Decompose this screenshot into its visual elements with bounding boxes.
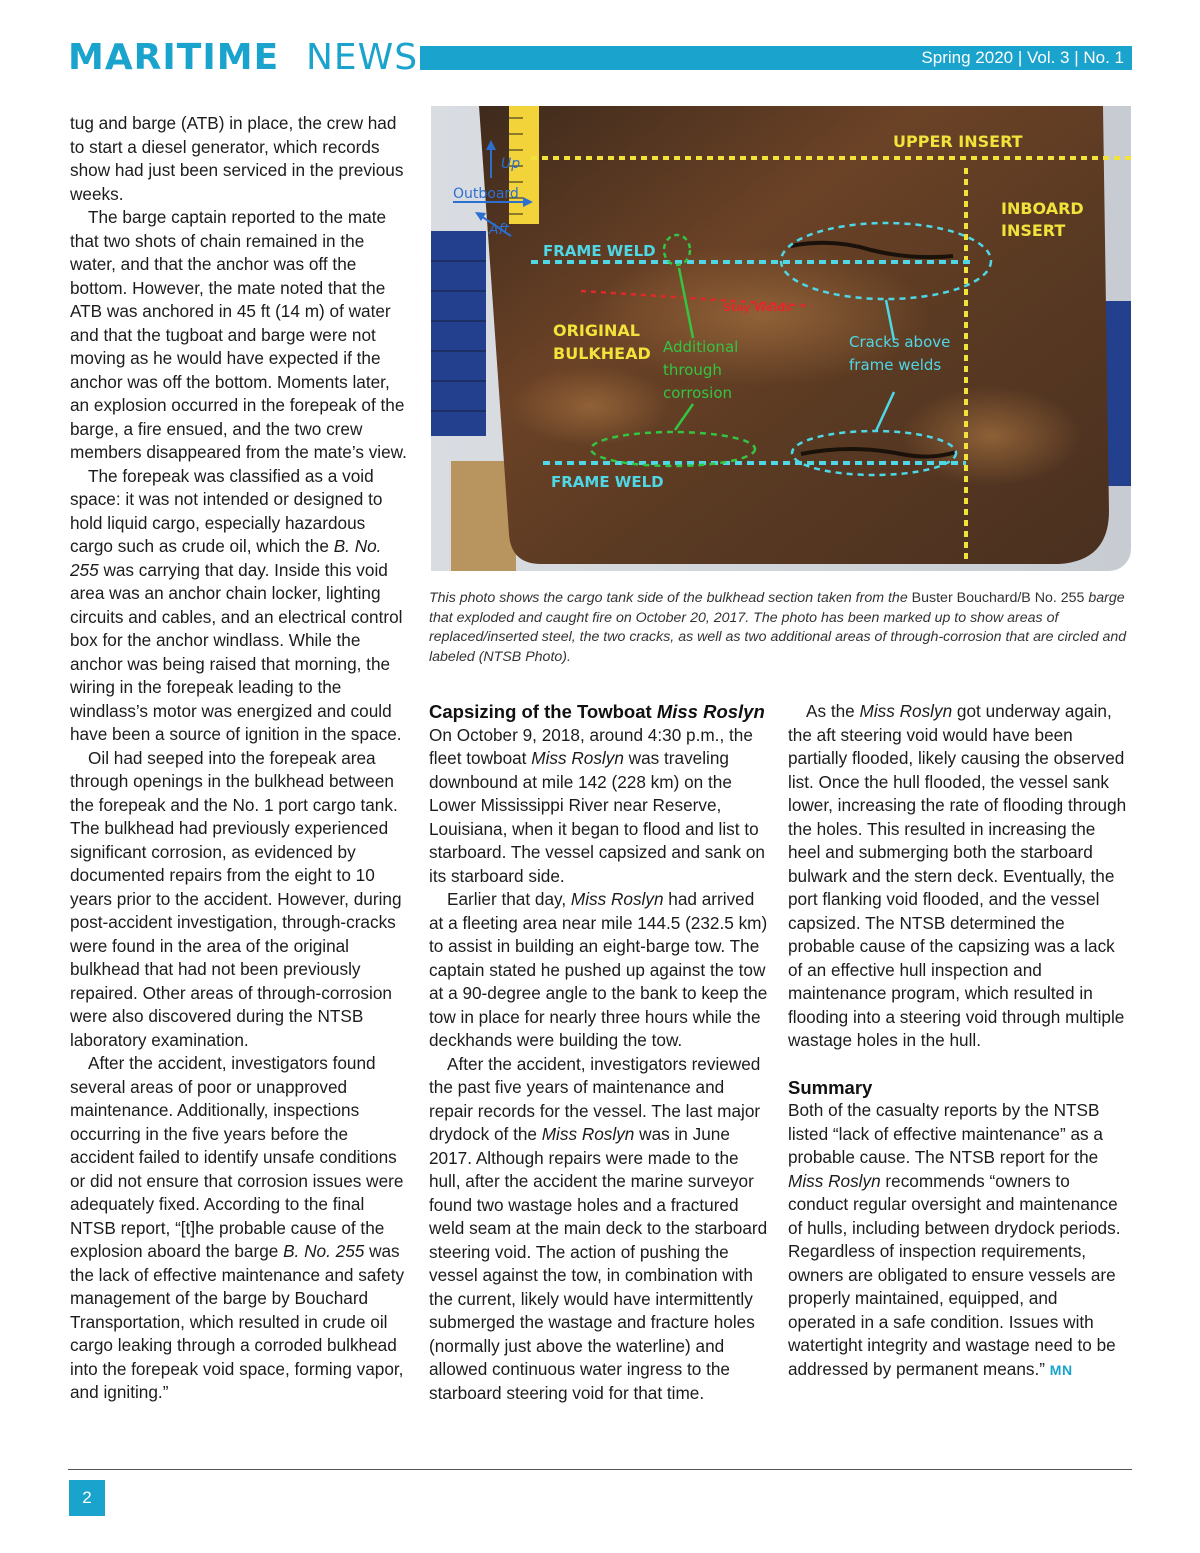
- paragraph: After the accident, investigators reviewed the past five years of maintenance and repair records for the vessel. The last major drydock of the Miss Roslyn was in June 2017. Although repairs were made to the hull, after the accident the marine surveyor found two wastage holes and a fractured weld seam at the main deck to the starboard steering void. The action of pushing the vessel against the tow, in combination with the current, likely would have intermittently submerged the wastage and fracture holes (normally just above the waterline) and allowed continuous water ingress to the starboard steering void for that time.: [429, 1053, 768, 1403]
- issue-bar: [420, 46, 1132, 70]
- page-number: 2: [69, 1480, 105, 1516]
- label-insert: INSERT: [1001, 221, 1066, 240]
- summary-heading: Summary: [788, 1076, 873, 1098]
- photo-caption: This photo shows the cargo tank side of the bulkhead section taken from the Buster Bouchard/B No. 255 barge that exploded and caught fire on October 20, 2017. The photo has been marked up to show areas of replaced/inserted steel, the two cracks, as well as two additional areas of through-corrosion that are circled and labeled (NTSB Photo).: [429, 590, 1127, 665]
- paragraph: The barge captain reported to the mate that two shots of chain remained in the water, and that the anchor was off the bottom. However, the mate noted that the ATB was anchored in 45 ft (14 m) of water and that the tugboat and barge were not moving as he would have expected if the anchor was off the bottom. Moments later, an explosion occurred in the forepeak of the barge, a fire ensued, and the two crew members disappeared from the mate’s view.: [70, 207, 407, 462]
- label-frame-weld-top: FRAME WELD: [543, 242, 656, 260]
- label-cracks-above: Cracks above: [849, 333, 951, 351]
- label-stay-welds: Stay Welds: [723, 301, 792, 314]
- article-column-3: [788, 700, 1128, 1382]
- paragraph: tug and barge (ATB) in place, the crew had to start a diesel generator, which records show had just been serviced in the previous weeks.: [70, 113, 404, 204]
- label-outboard: Outboard: [453, 186, 519, 202]
- label-upper-insert: UPPER INSERT: [893, 132, 1023, 151]
- label-frame-welds: frame welds: [849, 356, 942, 374]
- logo-maritime: MARITIME: [68, 37, 280, 78]
- label-original: ORIGINAL: [553, 321, 640, 340]
- paragraph: The forepeak was classified as a void space: it was not intended or designed to hold liquid cargo, especially hazardous cargo such as crude oil, which the B. No. 255 was carrying that day. Inside this void area was an anchor chain locker, lighting circuits and cables, and an electrical control box for the anchor windlass. While the anchor was being raised that morning, the wiring in the forepeak leading to the windlass’s motor was energized and could have been a source of ignition in the space.: [70, 465, 403, 744]
- article-column-2: [429, 700, 769, 1405]
- label-additional: Additional: [663, 338, 739, 356]
- label-up: Up: [501, 156, 521, 172]
- label-through: through: [663, 361, 722, 379]
- label-aft: Aft: [489, 222, 509, 238]
- section-heading: Capsizing of the Towboat Miss Roslyn: [429, 701, 765, 722]
- issue-info: Spring 2020 | Vol. 3 | No. 1: [921, 48, 1124, 67]
- label-inboard: INBOARD: [1001, 199, 1084, 218]
- paragraph: Earlier that day, Miss Roslyn had arrived at a fleeting area near mile 144.5 (232.5 km) to assist in building an eight-barge tow. The captain stated he pushed up against the tow at a 90-degree angle to the bank to keep the tow in place for nearly three hours while the deckhands were building the tow.: [429, 889, 768, 1050]
- logo-news: NEWS: [306, 37, 419, 78]
- label-corrosion: corrosion: [663, 384, 733, 402]
- paragraph: After the accident, investigators found several areas of poor or unapproved maintenance. Additionally, inspections occurring in the five years before the accident failed to identify unsafe conditions or did not ensure that corrosion issues were adequately fixed. According to the final NTSB report, “[t]he probable cause of the explosion aboard the barge B. No. 255 was the lack of effective maintenance and safety management of the barge by Bouchard Transportation, which resulted in crude oil cargo leaking through a corroded bulkhead into the forepeak void space, forming vapor, and igniting.”: [70, 1053, 405, 1402]
- bulkhead-photo: [431, 106, 1131, 571]
- paragraph: As the Miss Roslyn got underway again, the aft steering void would have been partially flooded, likely causing the observed list. Once the hull flooded, the vessel sank lower, increasing the rate of flooding through the holes. This resulted in increasing the heel and submerging both the starboard bulwark and the stern deck. Eventually, the port flanking void flooded, and the vessel capsized. The NTSB determined the probable cause of the capsizing was a lack of an effective hull inspection and maintenance program, which resulted in flooding into a steering void through multiple wastage holes in the hull.: [788, 701, 1127, 1050]
- end-mark: MN: [1049, 1361, 1073, 1378]
- article-column-1: [70, 112, 412, 1405]
- label-frame-weld-bottom: FRAME WELD: [551, 473, 664, 491]
- paragraph: On October 9, 2018, around 4:30 p.m., the fleet towboat Miss Roslyn was traveling downbound at mile 142 (228 km) on the Lower Mississippi River near Reserve, Louisiana, when it began to flood and list to starboard. The vessel capsized and sank on its starboard side.: [429, 724, 765, 886]
- paragraph: Oil had seeped into the forepeak area through openings in the bulkhead between the forepeak and the No. 1 port cargo tank. The bulkhead had previously experienced significant corrosion, as evidenced by documented repairs from the eight to 10 years prior to the accident. However, during post-accident investigation, through-cracks were found in the area of the original bulkhead that had not been previously repaired. Other areas of through-corrosion were also discovered during the NTSB laboratory examination.: [70, 747, 402, 1050]
- paragraph: Both of the casualty reports by the NTSB listed “lack of effective maintenance” as a probable cause. The NTSB report for the Miss Roslyn recommends “owners to conduct regular oversight and maintenance of hulls, including between drydock periods. Regardless of inspection requirements, owners are obligated to ensure vessels are properly maintained, equipped, and operated in a safe condition. Issues with watertight integrity and wastage need to be addressed by permanent means.” MN: [788, 1100, 1121, 1379]
- masthead: [68, 37, 1132, 78]
- label-bulkhead: BULKHEAD: [553, 344, 651, 363]
- footer-rule: [68, 1469, 1132, 1470]
